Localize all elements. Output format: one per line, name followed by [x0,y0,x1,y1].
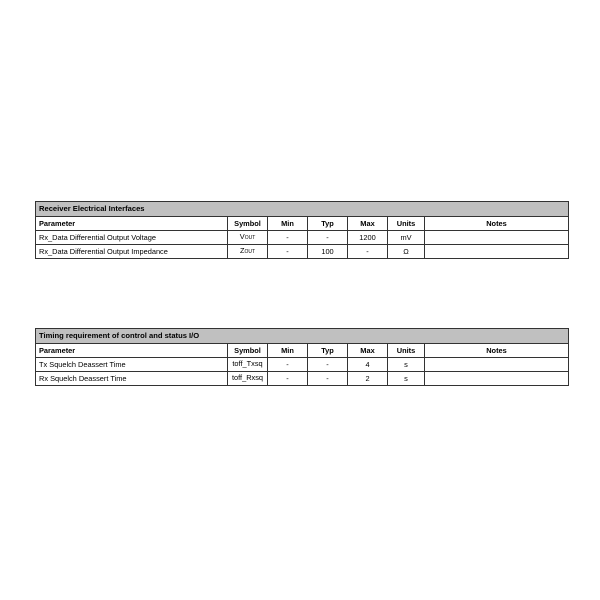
cell-parameter: Rx Squelch Deassert Time [36,372,228,386]
header-max: Max [348,217,388,231]
header-parameter: Parameter [36,217,228,231]
table-row [36,245,569,259]
cell-max: 1200 [348,231,388,245]
cell-typ: - [308,231,348,245]
cell-min: - [268,372,308,386]
cell-min: - [268,245,308,259]
table-title-row [36,202,569,217]
cell-units: mV [388,231,425,245]
symbol-main: toff_Rxsq [231,373,264,382]
cell-min: - [268,231,308,245]
cell-units: Ω [388,245,425,259]
cell-min: - [268,358,308,372]
header-symbol: Symbol [228,217,268,231]
table-row [36,372,569,386]
cell-parameter: Rx_Data Differential Output Voltage [36,231,228,245]
table-title: Timing requirement of control and status I/O [36,329,569,344]
cell-max: - [348,245,388,259]
cell-symbol [228,358,268,372]
cell-max: 2 [348,372,388,386]
header-symbol: Symbol [228,344,268,358]
header-row [36,217,569,231]
table-row [36,231,569,245]
cell-parameter: Tx Squelch Deassert Time [36,358,228,372]
cell-notes [425,245,569,259]
symbol-subscript: OUT [244,249,256,255]
cell-parameter: Rx_Data Differential Output Impedance [36,245,228,259]
timing-requirement-table [35,328,569,386]
table-row [36,358,569,372]
cell-symbol [228,245,268,259]
table-title-row [36,329,569,344]
header-typ: Typ [308,344,348,358]
table-title: Receiver Electrical Interfaces [36,202,569,217]
cell-notes [425,358,569,372]
cell-notes [425,231,569,245]
cell-symbol [228,231,268,245]
cell-typ: - [308,358,348,372]
cell-units: s [388,358,425,372]
cell-notes [425,372,569,386]
header-units: Units [388,217,425,231]
header-notes: Notes [425,344,569,358]
cell-typ: 100 [308,245,348,259]
symbol-main: Z [239,246,245,255]
header-units: Units [388,344,425,358]
header-typ: Typ [308,217,348,231]
symbol-subscript: OUT [244,235,256,241]
header-row [36,344,569,358]
cell-symbol [228,372,268,386]
header-parameter: Parameter [36,344,228,358]
header-max: Max [348,344,388,358]
symbol-main: toff_Txsq [232,359,263,368]
header-min: Min [268,344,308,358]
cell-units: s [388,372,425,386]
cell-max: 4 [348,358,388,372]
header-min: Min [268,217,308,231]
symbol-main: V [239,232,245,241]
cell-typ: - [308,372,348,386]
header-notes: Notes [425,217,569,231]
receiver-electrical-interfaces-table [35,201,569,259]
